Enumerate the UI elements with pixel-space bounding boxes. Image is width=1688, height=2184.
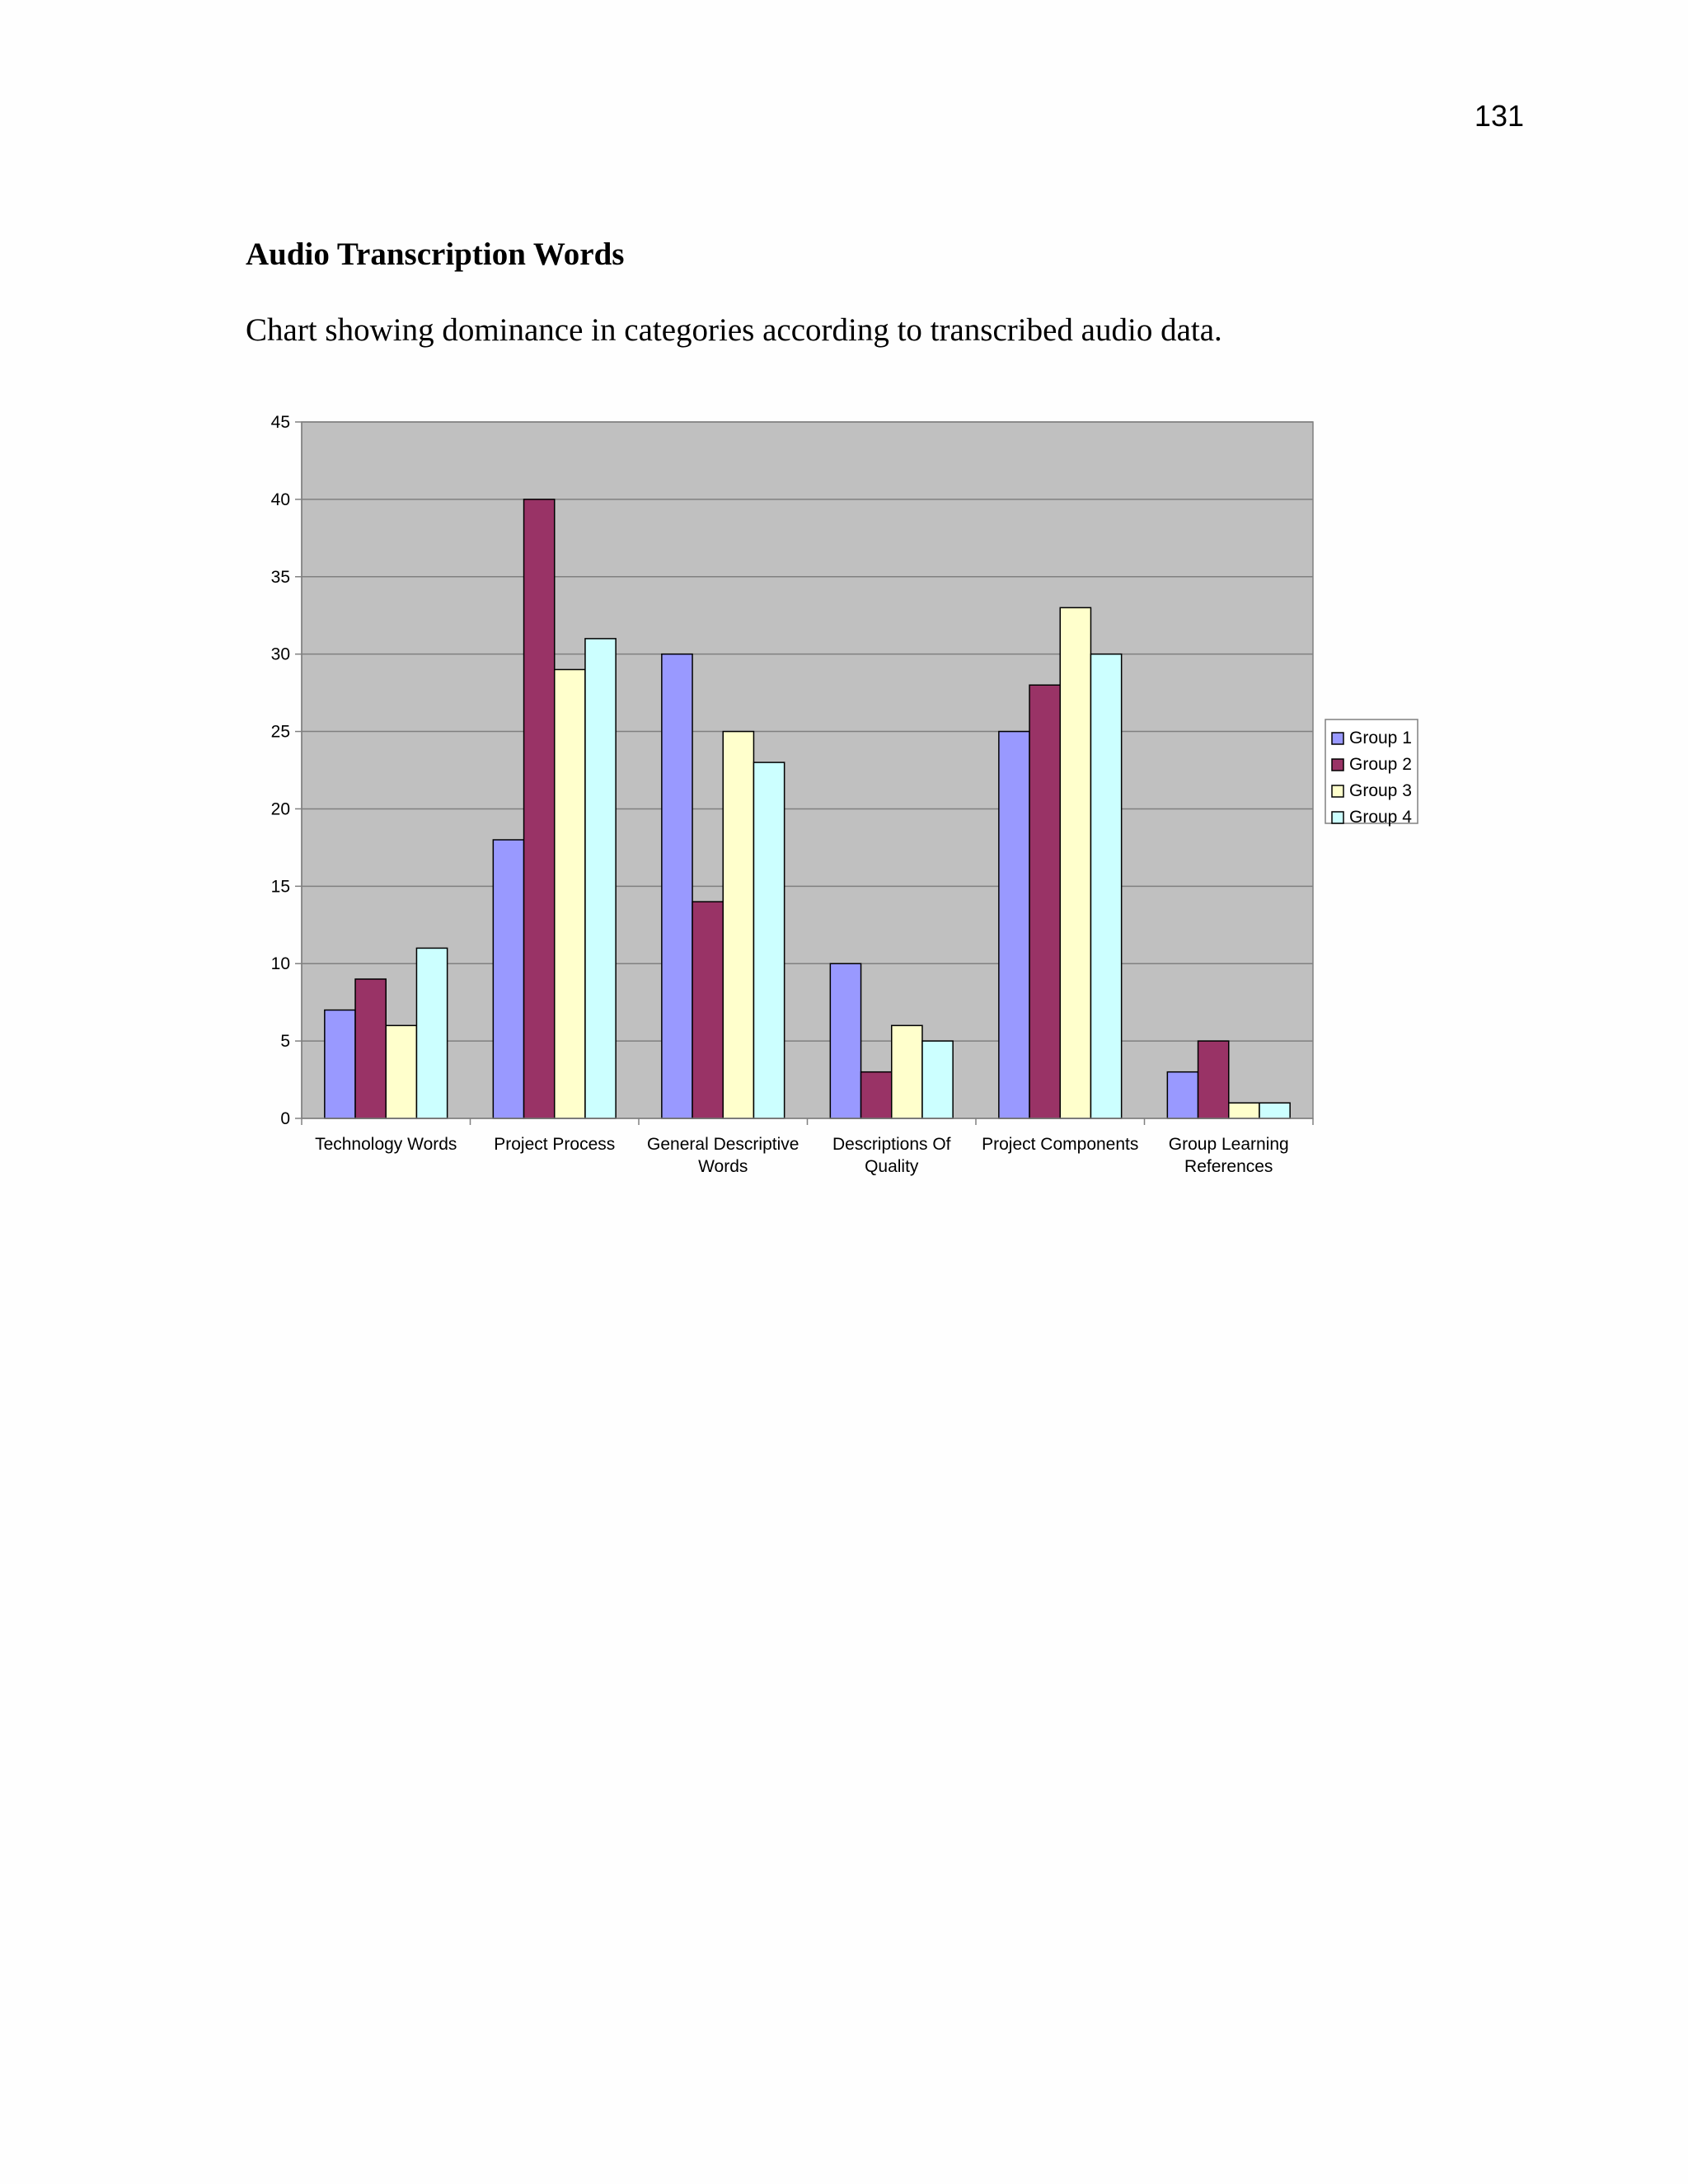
legend-swatch [1332,733,1343,744]
y-tick-label: 20 [270,799,290,819]
bar [524,499,555,1118]
x-tick-label: General Descriptive [647,1135,799,1154]
x-tick-label: Quality [865,1157,919,1176]
bar [1198,1041,1229,1118]
x-tick-label: Words [698,1157,748,1176]
x-tick-label: Group Learning [1168,1135,1289,1154]
y-tick-label: 0 [280,1109,290,1128]
bar [1029,685,1060,1118]
bar [830,963,860,1118]
legend-swatch [1332,785,1343,797]
x-tick-label: References [1184,1157,1273,1176]
y-tick-label: 40 [270,490,290,509]
x-tick-label: Project Process [494,1135,616,1154]
bar [416,948,447,1118]
plot-area [302,422,1313,1118]
bar [753,762,784,1118]
legend [1325,719,1418,827]
y-tick-label: 35 [270,567,290,587]
y-tick-label: 30 [270,644,290,664]
bar [1090,654,1121,1118]
bar [861,1072,892,1118]
legend-label: Group 1 [1349,729,1412,748]
bar [386,1025,416,1118]
legend-label: Group 3 [1349,781,1412,800]
legend-swatch [1332,812,1343,823]
bar [1060,607,1090,1118]
bar [1167,1072,1198,1118]
legend-label: Group 2 [1349,755,1412,774]
bar [1259,1103,1290,1118]
bar [325,1010,355,1118]
y-tick-label: 25 [270,722,290,742]
bar [999,732,1029,1118]
x-tick-label: Project Components [982,1135,1139,1154]
bar [892,1025,922,1118]
legend-label: Group 4 [1349,808,1412,827]
bar [723,732,753,1118]
y-tick-label: 45 [270,413,290,432]
bar [1229,1103,1259,1118]
bar [585,639,616,1118]
bar [555,669,585,1118]
bar [692,902,723,1118]
y-tick-label: 10 [270,954,290,974]
x-tick-label: Technology Words [315,1135,457,1154]
y-tick-label: 5 [280,1032,290,1052]
section-heading: Audio Transcription Words [246,237,625,272]
bar [493,840,523,1118]
page-number: 131 [1474,99,1524,133]
bar [355,979,386,1118]
x-tick-label: Descriptions Of [832,1135,951,1154]
bar [922,1041,953,1118]
bar [662,654,692,1118]
legend-swatch [1332,759,1343,771]
chart-caption: Chart showing dominance in categories according to transcribed audio data. [246,312,1222,348]
y-tick-label: 15 [270,877,290,897]
